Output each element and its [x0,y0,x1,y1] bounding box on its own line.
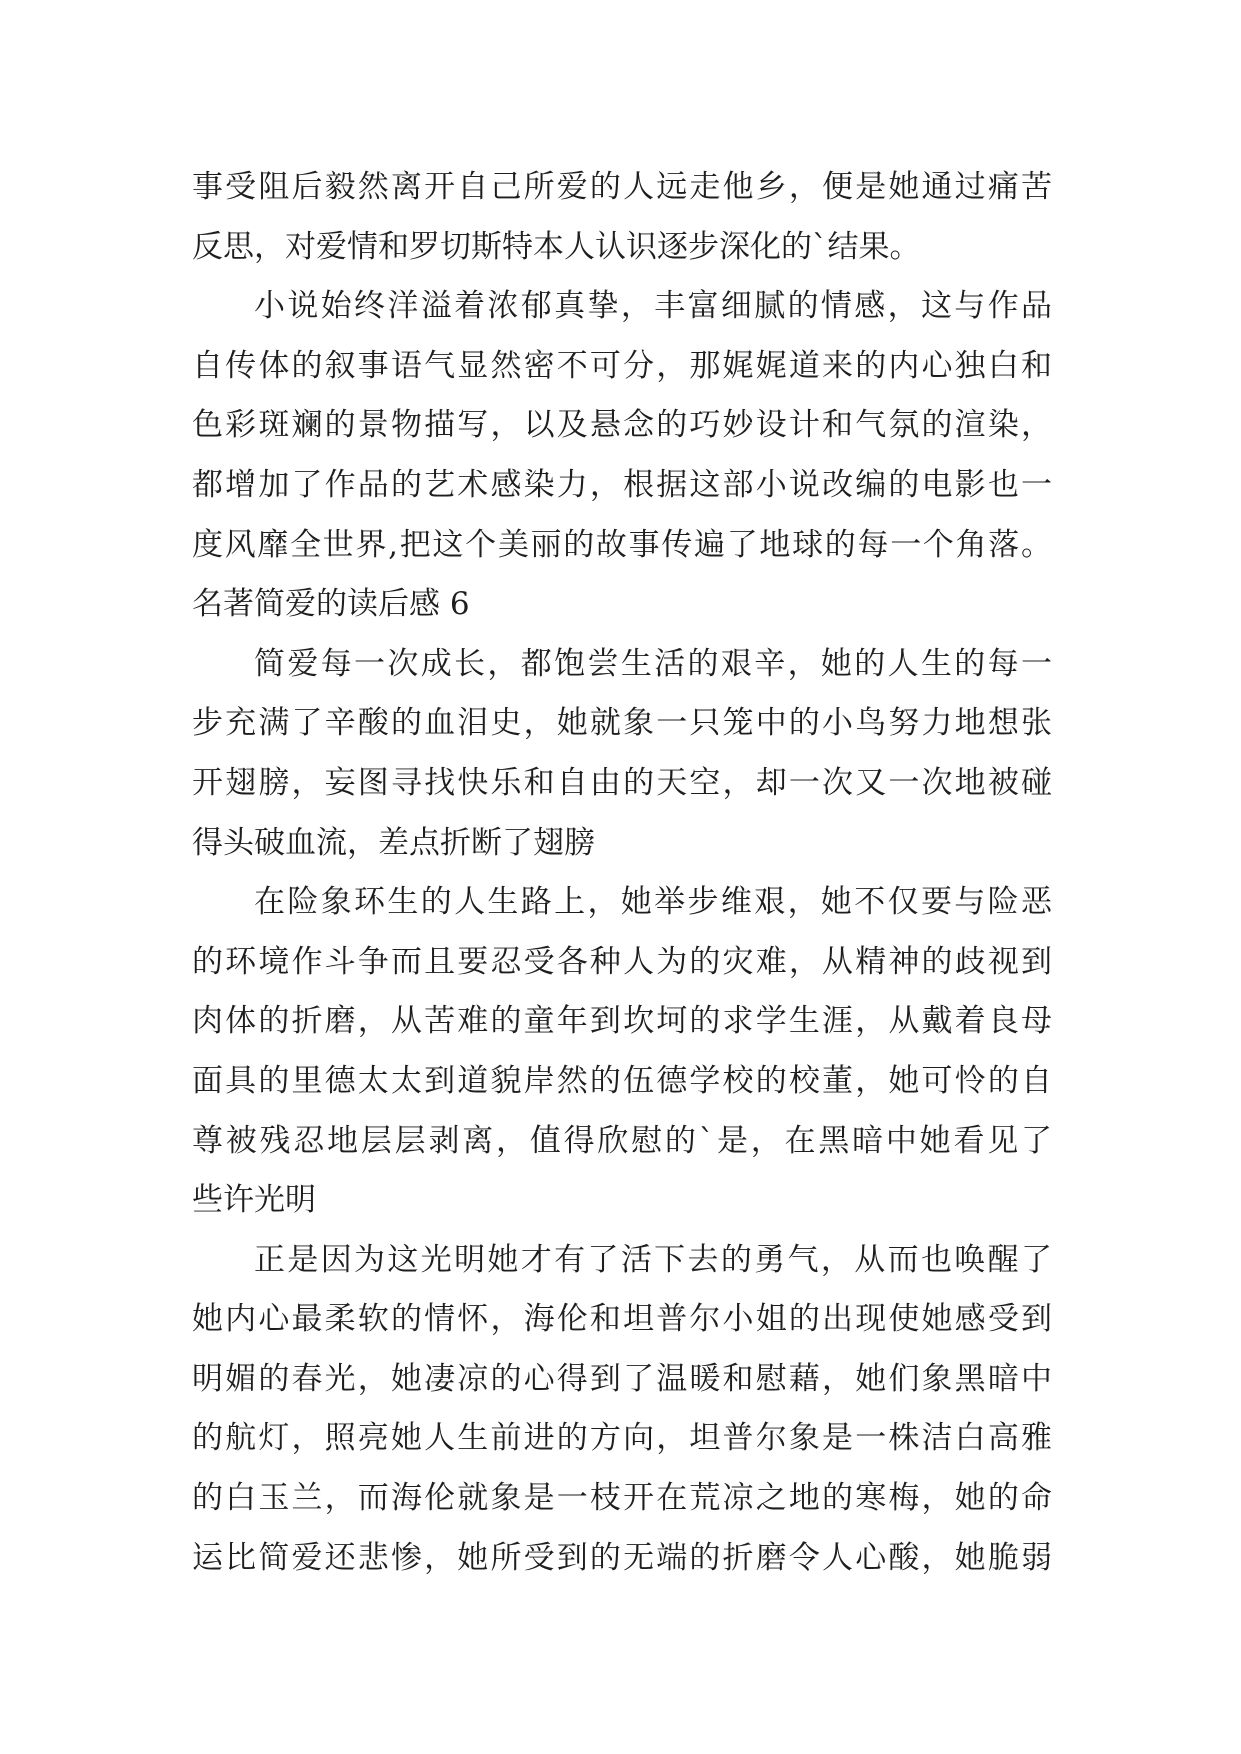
text-line: 简爱每一次成长，都饱尝生活的艰辛，她的人生的每一 [254,645,1052,682]
text-line: 色彩斑斓的景物描写，以及悬念的巧妙设计和气氛的渲染， [192,407,1052,444]
text-line: 的环境作斗争而且要忍受各种人为的灾难，从精神的歧视到 [192,943,1052,980]
text-line: 得头破血流，差点折断了翅膀 [192,824,595,861]
paragraph-novel [192,277,1052,575]
document-body [192,158,1052,1588]
text-line: 步充满了辛酸的血泪史，她就象一只笼中的小鸟努力地想张 [192,705,1052,742]
text-line: 自传体的叙事语气显然密不可分，那娓娓道来的内心独白和 [192,347,1052,384]
text-line: 尊被残忍地层层剥离，值得欣慰的`是，在黑暗中她看见了 [192,1122,1052,1159]
text-line: 度风靡全世界,把这个美丽的故事传遍了地球的每一个角落。 [192,526,1052,563]
text-line: 小说始终洋溢着浓郁真挚，丰富细腻的情感，这与作品 [254,288,1052,325]
text-line: 反思，对爱情和罗切斯特本人认识逐步深化的`结果。 [192,228,921,265]
text-line: 她内心最柔软的情怀，海伦和坦普尔小姐的出现使她感受到 [192,1301,1052,1338]
text-line: 些许光明 [192,1182,316,1219]
text-line: 明媚的春光，她凄凉的心得到了温暖和慰藉，她们象黑暗中 [192,1360,1052,1397]
text-line: 的航灯，照亮她人生前进的方向，坦普尔象是一株洁白高雅 [192,1420,1052,1457]
section-title: 名著简爱的读后感 6 [192,586,470,623]
text-line: 运比简爱还悲惨，她所受到的无端的折磨令人心酸，她脆弱 [192,1539,1052,1576]
paragraph-light [192,1231,1052,1589]
text-line: 都增加了作品的艺术感染力，根据这部小说改编的电影也一 [192,466,1052,503]
text-line: 开翅膀，妄图寻找快乐和自由的天空，却一次又一次地被碰 [192,764,1052,801]
text-line: 肉体的折磨，从苦难的童年到坎坷的求学生涯，从戴着良母 [192,1003,1052,1040]
text-line: 的白玉兰，而海伦就象是一枝开在荒凉之地的寒梅，她的命 [192,1480,1052,1517]
text-line: 在险象环生的人生路上，她举步维艰，她不仅要与险恶 [254,884,1052,921]
paragraph-hardship [192,873,1052,1231]
paragraph-continuation [192,158,1052,277]
text-line: 面具的里德太太到道貌岸然的伍德学校的校董，她可怜的自 [192,1062,1052,1099]
text-line: 事受阻后毅然离开自己所爱的人远走他乡，便是她通过痛苦 [192,169,1052,205]
text-line: 正是因为这光明她才有了活下去的勇气，从而也唤醒了 [254,1241,1052,1278]
paragraph-growth [192,635,1052,873]
